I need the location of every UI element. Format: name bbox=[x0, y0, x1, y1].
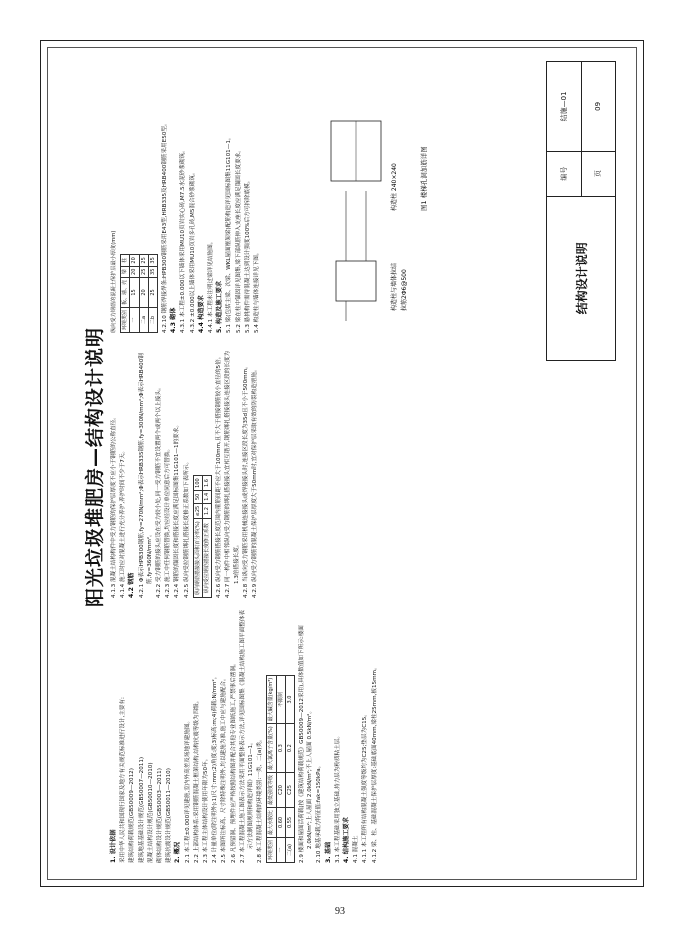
concrete-cover-table-cell: 35 bbox=[148, 255, 157, 266]
notes-col1-line: 4.1.2 梁、柱、基础混凝土保护层厚度:基础底面40mm,梁柱25mm,板15mm。 bbox=[371, 664, 378, 863]
notes-col3-line: 4.3.1 本工程±0.000以下墙体采用MU10页岩实心砖,M7.5水泥砂浆砌筑。 bbox=[180, 147, 187, 333]
notes-col1-line: 2.10 地基承载力特征值:fak=150kPa。 bbox=[316, 762, 323, 863]
lap-length-factor-table-cell: 1.4 bbox=[203, 490, 212, 503]
notes-col1-line: 2.5 本图所注标高、尺寸除特殊注明外,均以建施为准,施工中应与建施配合。 bbox=[221, 675, 228, 863]
notes-col2-line: 4.2.9 纵向受力钢筋的混凝土保护层厚度大于50mm时,宜对保护层采取有效的防裂构造措施。 bbox=[252, 366, 259, 598]
concrete-cover-table-cell: 一 bbox=[130, 307, 139, 332]
notes-col3-line: 5.2 梁在柱中锚固详见图集,梁下部纵筋伸入支座长度应满足锚固长度要求。 bbox=[235, 147, 242, 333]
detail-caption: 图1 楼梯孔洞加筋详图 bbox=[420, 146, 428, 211]
notes-col1-line: 2.3 本工程主体结构设计使用年限为50年。 bbox=[203, 755, 210, 863]
lap-length-factor-table-row bbox=[203, 476, 212, 598]
environment-class-table-cell: C25 bbox=[285, 772, 294, 807]
notes-col3-line: 4.3 砌体 bbox=[170, 307, 178, 333]
environment-class-table-row bbox=[285, 675, 294, 862]
rotated-drawing-area bbox=[46, 46, 638, 881]
concrete-cover-table-row bbox=[139, 255, 148, 333]
notes-col2-line: 4.2.2 受力钢筋的接头应设在受力较小处,同一受力钢筋不宜设置两个或两个以上接头。 bbox=[156, 384, 163, 598]
concrete-cover-table-cell: 二a bbox=[139, 307, 148, 332]
notes-col1-line: 2. 概况 bbox=[174, 841, 182, 863]
page-number: 93 bbox=[335, 906, 345, 917]
drawing-content bbox=[46, 46, 638, 881]
lap-length-factor-table-cell: 50 bbox=[193, 490, 202, 503]
notes-column-2 bbox=[110, 343, 260, 598]
concrete-cover-table-cell: 柱 bbox=[121, 255, 130, 266]
notes-col2-line: 4.1.4 施工时应对混凝土进行充分养护,养护时间不少于7天。 bbox=[120, 447, 127, 598]
lap-length-factor-table-cell: 1.2 bbox=[203, 503, 212, 519]
concrete-cover-table-cell: 20 bbox=[130, 255, 139, 266]
notes-col2-line: 4.2.4 钢筋的锚固长度和搭接长度应满足国标图集11G101—1的要求。 bbox=[174, 422, 181, 598]
notes-col1-line: 1. 设计依据 bbox=[110, 829, 117, 863]
lap-length-factor-table-cell: 1.6 bbox=[203, 476, 212, 491]
environment-class-table-cell: 0.55 bbox=[285, 807, 294, 837]
notes-col2-line: 4.2.1 Φ表示HPB300钢筋,fy=270N/mm²;Φ表示HRB335钢筋,fy=300N/mm²;Φ表示HRB400钢筋,fy=360N/mm²。 bbox=[138, 353, 153, 598]
notes-col1-line: 2.8 本工程混凝土结构的环境类别:一类、二(a)类。 bbox=[257, 736, 264, 863]
environment-class-table-cell: 二(a) bbox=[285, 837, 294, 862]
notes-col3-line: 4.2.10 钢筋焊接焊条:HPB300钢筋采用E43型,HRB335及HRB400钢筋采用E50型。 bbox=[162, 120, 169, 333]
notes-col2-line: 4.1.3 混凝土结构构件中受力钢筋的保护层厚度不应小于钢筋的公称直径。 bbox=[111, 414, 117, 598]
drawing-title: 阳光垃圾堆肥房—结构设计说明 bbox=[84, 327, 106, 608]
title-block-page-value: 09 bbox=[581, 62, 616, 152]
title-block-label-page: 页 bbox=[581, 151, 616, 196]
notes-col1-line: 2.6 凡预留洞、预埋件应严格按照结构图并配合其他专业图纸施工,严禁事后凿洞。 bbox=[230, 660, 237, 863]
notes-col1-line: 建筑结构荷载规范(GB50009—2012) bbox=[129, 768, 136, 863]
notes-col1-line: 砌体结构设计规范(GB50003—2011) bbox=[157, 768, 164, 863]
lap-length-factor-table bbox=[193, 475, 212, 598]
notes-col1-line: 2.9 楼面和屋面活荷载(按《建筑结构荷载规范》GB50009—2012采用),具体数值如下所示:楼面 2.0kN/m²;上人屋面 2.0kN/m²;不上人屋面 0.5kN/m²。 bbox=[299, 625, 314, 863]
environment-class-table-cell: 一 bbox=[276, 837, 285, 862]
concrete-cover-table-cell: 环境类别 bbox=[121, 307, 130, 332]
concrete-cover-table-cell: 板、墙、壳 bbox=[121, 277, 130, 307]
constructional-column-detail bbox=[316, 101, 446, 321]
environment-class-table-cell: C20 bbox=[276, 772, 285, 807]
detail-label-1: 构造柱与墙体拉结 bbox=[391, 262, 398, 311]
concrete-cover-table-caption: 纵向受力钢筋的混凝土保护层最小厚度(mm) bbox=[111, 230, 117, 333]
notes-col2-line: 4.2.8 当纵向受力钢筋采用机械连接接头或焊接接头时,连接区段长度为35d且不小于500mm。 bbox=[242, 363, 249, 598]
notes-col1-line: 2.4 计量单位(除注明外):1)尺寸:mm;2)角度:度;3)标高:m;4)荷载:N/mm²。 bbox=[212, 673, 219, 863]
lap-length-factor-table-row bbox=[193, 476, 202, 598]
lap-length-factor-table-cell: 纵向受拉钢筋搭接长度修正系数 bbox=[203, 519, 212, 598]
notes-col3-line: 5.3 悬挑构件需待混凝土达到设计强度100%后方可拆除底模。 bbox=[244, 177, 251, 333]
title-block-drawing-title: 结构设计说明 bbox=[547, 196, 616, 360]
notes-col1-line: 4.1.1 本工程所有结构混凝土强度等级均为C25;垫层为C15。 bbox=[362, 711, 369, 863]
concrete-cover-table-row bbox=[121, 255, 130, 333]
environment-class-table-cell: 环境类别 bbox=[267, 837, 276, 862]
title-block-label-no: 编号 bbox=[547, 151, 582, 196]
notes-col2-line: 4.2.3 施工中任何钢筋替换,均应经设计单位同意后方可替换。 bbox=[165, 445, 172, 598]
concrete-cover-table-cell: 35 bbox=[148, 266, 157, 277]
environment-class-table-cell: 0.2 bbox=[285, 724, 294, 773]
environment-class-table-cell: 最大水胶比 bbox=[267, 807, 276, 837]
concrete-cover-table-cell: 20 bbox=[139, 277, 148, 307]
notes-col3-line: 5.1 梁(包括主梁、次梁、WKL屋面框架梁)配筋构造详见国标图集11G101—1。 bbox=[226, 134, 233, 333]
notes-col2-line: 4.2.7 同一构件中相邻纵向受力钢筋的绑扎搭接接头宜相互错开,钢筋绑扎搭接接头连接区段的长度为1.3倍搭接长度。 bbox=[225, 350, 240, 598]
environment-class-table-cell: 最大碱含量(kg/m³) bbox=[267, 675, 276, 724]
concrete-cover-table-cell: 二b bbox=[148, 307, 157, 332]
notes-col1-line: 4. 结构施工要求 bbox=[343, 817, 351, 863]
concrete-cover-table-cell: 20 bbox=[130, 266, 139, 277]
environment-class-table bbox=[266, 675, 295, 863]
title-block bbox=[546, 61, 616, 361]
notes-col3-line: 5. 构造及施工要求 bbox=[216, 280, 224, 333]
concrete-cover-table-cell: 25 bbox=[139, 255, 148, 266]
concrete-cover-table bbox=[120, 254, 158, 333]
notes-col1-line: 混凝土结构设计规范(GB50010—2010) bbox=[147, 762, 154, 863]
notes-col1-line: 3. 基础 bbox=[324, 841, 332, 863]
notes-col2-line: 4.2.6 纵向受力钢筋搭接长度范围内箍筋间距不应大于100mm,且不大于搭接钢筋较小直径的5倍。 bbox=[216, 353, 223, 598]
concrete-cover-table-cell: 25 bbox=[139, 266, 148, 277]
environment-class-table-cell: 最大氯离子含量(%) bbox=[267, 724, 276, 773]
detail-label-3: 构造柱 240×240 bbox=[391, 163, 398, 211]
concrete-cover-table-cell: 15 bbox=[130, 277, 139, 307]
notes-col2-line: 4.2 钢筋 bbox=[128, 572, 136, 598]
detail-label-2: 拉筋2Φ6@500 bbox=[401, 269, 408, 311]
lap-length-factor-table-cell: ≤25 bbox=[193, 503, 202, 519]
notes-column-1 bbox=[110, 608, 380, 863]
concrete-cover-table-row bbox=[130, 255, 139, 333]
notes-col1-line: 2.1 本工程±0.000详见建施,室内外高差及场地详建施图。 bbox=[184, 717, 191, 863]
notes-col1-line: 2.7 本工程混凝土施工图表示方法采用平面整体表示方法,详见国标图集《混凝土结构施工图平面整体表示方法制图规则和构造详图》11G101—1。 bbox=[239, 610, 255, 863]
environment-class-table-cell: 0.3 bbox=[276, 724, 285, 773]
environment-class-table-cell: 0.60 bbox=[276, 807, 285, 837]
lap-length-factor-table-cell: 纵向钢筋搭接接头面积百分率(%) bbox=[193, 519, 202, 598]
concrete-cover-table-row bbox=[148, 255, 157, 333]
notes-col1-line: 建筑抗震设计规范(GB50011—2010) bbox=[166, 768, 173, 863]
notes-col1-line: 4.1 混凝土 bbox=[353, 835, 360, 863]
detail-drawing bbox=[316, 101, 446, 321]
notes-col3-line: 4.3.2 ±0.000以上墙体采用MU10页岩多孔砖,M5混合砂浆砌筑。 bbox=[189, 169, 196, 333]
environment-class-table-cell: 3.0 bbox=[285, 675, 294, 724]
environment-class-table-cell: 最低强度等级 bbox=[267, 772, 276, 807]
notes-col3-line: 4.4 构造要求 bbox=[197, 295, 205, 333]
environment-class-table-row bbox=[276, 675, 285, 862]
notes-column-3 bbox=[110, 78, 262, 333]
concrete-cover-table-cell: 25 bbox=[148, 277, 157, 307]
notes-col3-line: 5.4 构造柱与墙体连接详见下图。 bbox=[254, 249, 261, 333]
notes-col3-line: 4.4.1 本工程未注明过梁详见结施图。 bbox=[208, 238, 215, 333]
notes-col1-line: 2.2 上部结构体系:采用钢筋混凝土框架结构,结构抗震等级为四级。 bbox=[193, 697, 200, 863]
column-outline bbox=[336, 261, 376, 301]
notes-col1-line: 3.1 本工程基础采用独立基础,持力层为粉质粘土层。 bbox=[334, 733, 341, 863]
environment-class-table-row bbox=[267, 675, 276, 862]
notes-col2-line: 4.2.5 纵向受拉钢筋绑扎搭接长度修正系数如下表所示。 bbox=[183, 458, 190, 598]
title-block-table bbox=[546, 61, 616, 361]
title-block-no-value: 结施—01 bbox=[547, 62, 582, 152]
environment-class-table-cell: 不限制 bbox=[276, 675, 285, 724]
concrete-cover-table-cell: 梁 bbox=[121, 266, 130, 277]
notes-col1-line: 采用中华人民共和国现行国家及地方有关规范标准进行设计,主要有: bbox=[120, 697, 127, 863]
notes-col1-line: 建筑地基基础设计规范(GB50007—2011) bbox=[138, 756, 145, 863]
lap-length-factor-table-cell: 100 bbox=[193, 476, 202, 491]
